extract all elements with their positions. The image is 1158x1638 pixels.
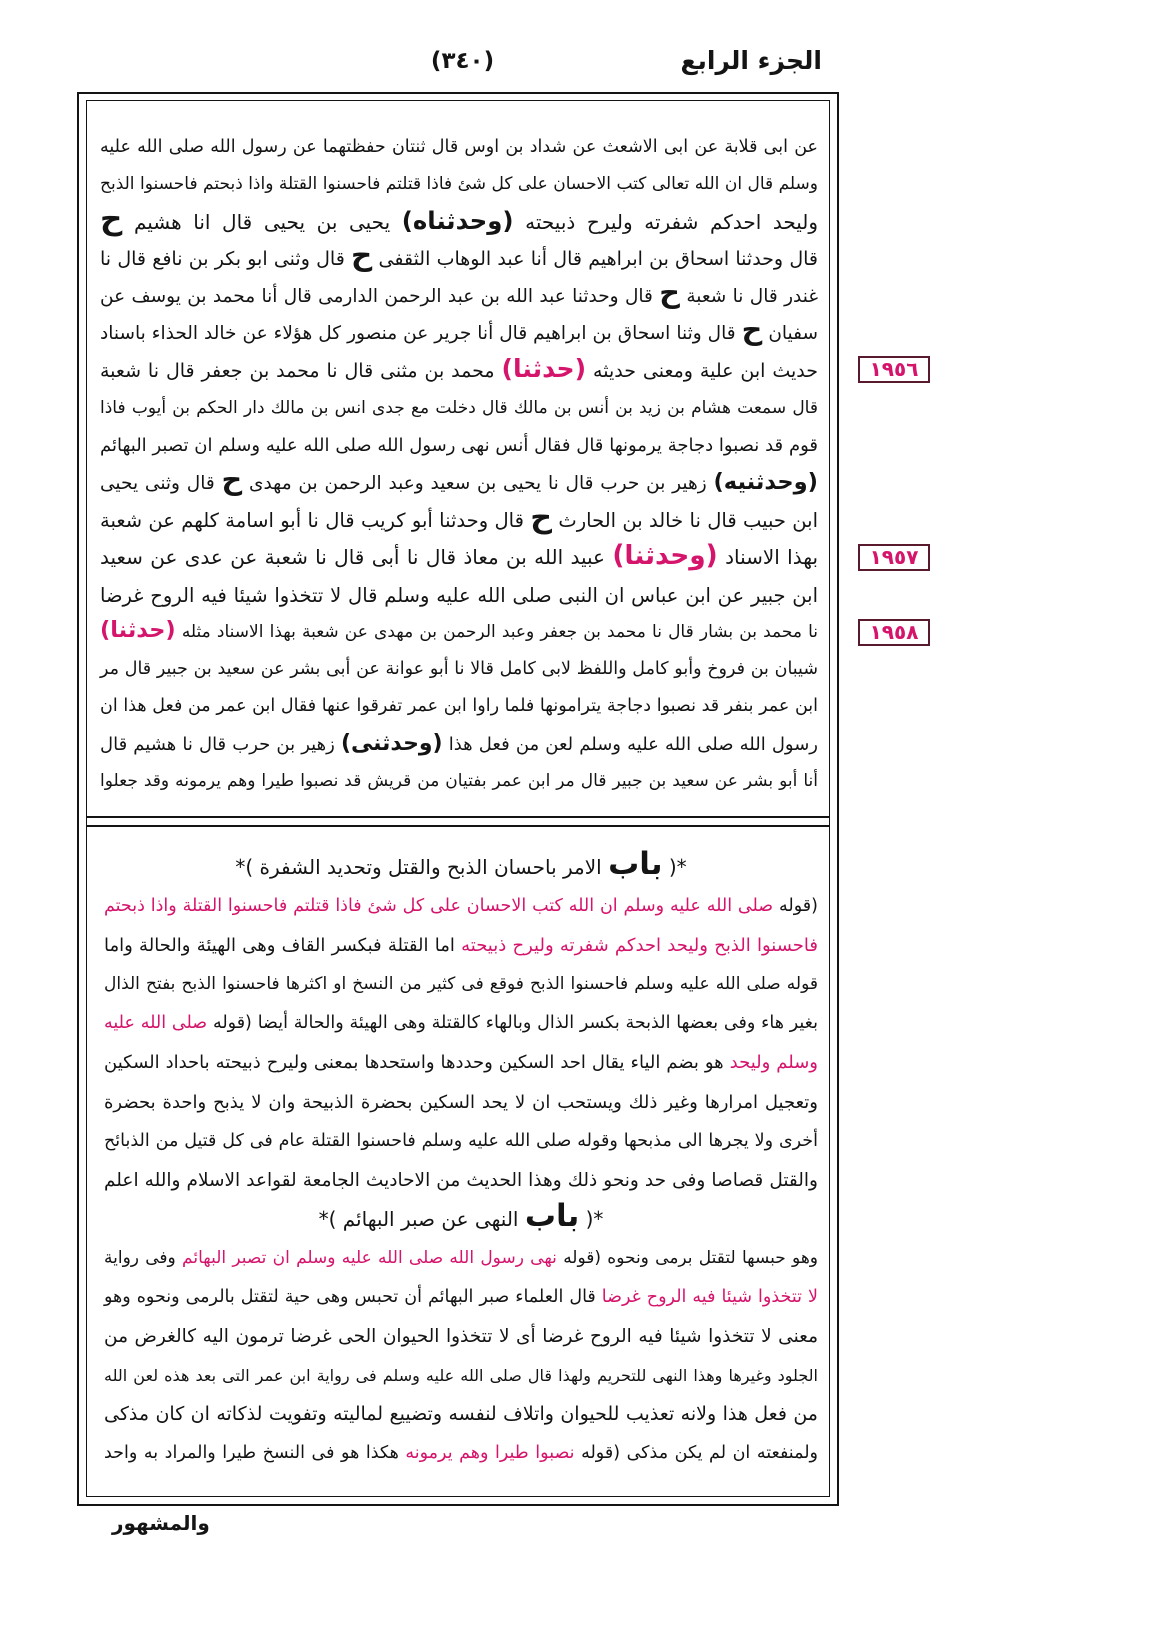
lemma-text: لا تتخذوا شيئا فيه الروح غرضا [601, 1287, 818, 1308]
commentary-text: بغير هاء وفى بعضها الذبحة بكسر الذال وبالهاء كالقتلة وهى الهيئة والحالة أيضا (قوله [212, 1013, 818, 1034]
lemma-text: صلى الله عليه وسلم ان الله كتب الاحسان على كل شئ فاذا قتلتم فاحسنوا القتلة واذا ذبحتم [104, 896, 774, 917]
matn-line [100, 129, 818, 166]
isnad-marker: (وحدثنا) [612, 540, 718, 572]
matn-line [100, 577, 818, 614]
tahwil-marker: ح [659, 275, 680, 310]
tahwil-marker: ح [530, 499, 553, 535]
hadith-number-box: ١٩٥٨ [858, 619, 930, 646]
matn-text: قوم قد نصبوا دجاجة يرمونها قال فقال أنس نهى رسول الله صلى الله عليه وسلم ان تصبر البهائم [100, 435, 818, 457]
commentary-text: والقتل قصاصا وفى حد ونحو ذلك وهذا الحديث من الاحاديث الجامعة لقواعد الاسلام والله اعلم [104, 1169, 818, 1191]
commentary-line [104, 1239, 818, 1278]
commentary-text: هكذا هو فى النسخ طيرا والمراد به واحد [104, 1443, 399, 1464]
matn-text: شيبان بن فروخ وأبو كامل واللفظ لابى كامل قالا نا أبو عوانة عن أبى بشر عن سعيد بن جبير قال مر [100, 659, 818, 680]
commentary-text: من فعل هذا ولانه تعذيب للحيوان واتلاف لنفسه وتضييع لماليته وتفويت لذكاته ان كان مذكى [104, 1403, 818, 1426]
matn-line [100, 353, 818, 390]
matn-line [100, 427, 818, 464]
commentary-text: أخرى ولا يجرها الى مذبحها وقوله صلى الله عليه وسلم فاحسنوا القتلة عام فى كل قتيل من الذبائح [104, 1130, 818, 1151]
isnad-marker: (وحدثنيه) [713, 468, 818, 495]
commentary-text: هو بضم الياء يقال احد السكين وحددها واستحدها بمعنى وليرح ذبيحته باحداد السكين [104, 1052, 724, 1074]
commentary-text: اما القتلة فبكسر القاف وهى الهيئة والحالة واما [104, 935, 455, 957]
matn-line [100, 763, 818, 800]
matn-text: قال سمعت هشام بن زيد بن أنس بن مالك قال دخلت مع جدى انس بن مالك دار الحكم بن أيوب فاذا [100, 398, 818, 419]
chapter-heading [104, 848, 818, 887]
matn-line [100, 200, 819, 241]
matn-line [100, 312, 818, 352]
commentary-line [104, 1083, 818, 1122]
matn-text: قال وثنى ابو بكر بن نافع قال نا [100, 247, 345, 270]
matn-section [100, 129, 818, 800]
commentary-line [104, 1395, 818, 1434]
lemma-text: فاحسنوا الذبح وليحد احدكم شفرته وليرح ذبيحته [461, 935, 819, 957]
matn-text: حديث ابن علية ومعنى حديثه [593, 359, 818, 382]
matn-text: وليحد احدكم شفرته وليرح ذبيحته [525, 209, 819, 234]
matn-text: رسول الله صلى الله عليه وسلم لعن من فعل هذا [448, 733, 818, 755]
commentary-text: وفى رواية [104, 1247, 176, 1268]
commentary-text: وهو حبسها لتقتل برمى ونحوه (قوله [563, 1247, 819, 1268]
matn-line [100, 390, 818, 427]
bab-word: باب [524, 1197, 580, 1234]
commentary-line [104, 1317, 818, 1356]
matn-text: زهير بن حرب قال نا هشيم قال [100, 733, 335, 755]
matn-line [100, 651, 818, 688]
commentary-line [104, 1004, 818, 1043]
isnad-marker: (وحدثناه) [401, 205, 514, 235]
section-divider [86, 816, 830, 827]
matn-line [100, 166, 818, 203]
commentary-section [104, 848, 818, 1474]
chapter-title: الامر باحسان الذبح والقتل وتحديد الشفرة [259, 855, 602, 879]
commentary-line [104, 926, 818, 965]
tahwil-marker: ح [351, 237, 373, 272]
lemma-text: نصبوا طيرا وهم يرمونه [405, 1443, 575, 1464]
matn-line [100, 614, 818, 651]
matn-text: قال وثنا اسحاق بن ابراهيم قال أنا جرير عن منصور كل هؤلاء عن خالد الحذاء باسناد [100, 323, 736, 345]
matn-text: وسلم قال ان الله تعالى كتب الاحسان على كل شئ فاذا قتلتم فاحسنوا القتلة واذا ذبحتم فاحسنوا الذبح [100, 174, 818, 195]
lemma-text: نهى رسول الله صلى الله عليه وسلم ان تصبر البهائم [182, 1247, 557, 1268]
chapter-title: النهى عن صبر البهائم [342, 1206, 519, 1231]
matn-line [100, 539, 818, 576]
matn-line [100, 461, 818, 502]
isnad-marker: (حدثنا) [501, 353, 587, 383]
commentary-line [104, 1161, 818, 1200]
matn-text: محمد بن مثنى قال نا محمد بن جعفر قال نا شعبة [100, 359, 495, 382]
matn-text: عن ابى قلابة عن ابى الاشعث عن شداد بن اوس قال ثنتان حفظتهما عن رسول الله صلى الله عليه [100, 137, 818, 157]
matn-text: قال وحدثنا أبو كريب قال نا أبو اسامة كلهم عن شعبة [100, 508, 524, 532]
commentary-text: معنى لا تتخذوا شيئا فيه الروح غرضا أى لا تتخذوا الحيوان الحى غرضا ترمون اليه كالغرض من [104, 1326, 818, 1348]
part-title: الجزء الرابع [680, 46, 822, 75]
commentary-text: قوله صلى الله عليه وسلم فاحسنوا الذبح فوقع فى كثير من النسخ او اكثرها فاحسنوا الذبح بفتح الذال [104, 974, 818, 995]
commentary-line [104, 1356, 818, 1395]
matn-text: زهير بن حرب قال نا يحيى بن سعيد وعبد الرحمن بن مهدى [248, 472, 707, 494]
lemma-text: وسلم وليحد [729, 1052, 818, 1074]
bab-word: باب [608, 846, 663, 882]
tahwil-marker: ح [741, 312, 763, 347]
page-number: (٣٤٠) [430, 48, 495, 74]
matn-line [100, 237, 819, 278]
matn-line [100, 499, 818, 539]
lemma-text: صلى الله عليه [104, 1013, 208, 1034]
matn-line [100, 688, 818, 725]
commentary-text: (قوله [779, 896, 818, 917]
matn-text: أنا أبو بشر عن سعيد بن جبير قال مر ابن عمر بفتيان من قريش قد نصبوا طيرا وهم يرمونه وقد جعلوا [100, 771, 818, 792]
tahwil-marker: ح [221, 461, 243, 496]
isnad-marker: (حدثنا) [100, 616, 176, 643]
matn-text: ابن عمر بنفر قد نصبوا دجاجة يترامونها فلما راوا ابن عمر تفرقوا عنها فقال ابن عمر من فعل هذا ان [100, 696, 818, 717]
heading-close-mark: )* [318, 1206, 337, 1231]
chapter-heading [104, 1197, 818, 1239]
hadith-number-box: ١٩٥٦ [858, 356, 930, 383]
commentary-line [104, 1278, 818, 1317]
commentary-line [104, 1043, 818, 1082]
matn-line [100, 275, 819, 315]
matn-text: نا محمد بن بشار قال نا محمد بن جعفر وعبد الرحمن بن مهدى عن شعبة بهذا الاسناد مثله [181, 621, 819, 642]
heading-open-mark: *( [585, 1206, 604, 1231]
matn-text: بهذا الاسناد [725, 545, 819, 570]
commentary-text: قال العلماء صبر البهائم أن تحبس وهى حية لتقتل بالرمى ونحوه وهو [104, 1287, 596, 1308]
matn-text: قال وحدثنا عبد الله بن عبد الرحمن الدارمى قال أنا محمد بن يوسف عن [100, 286, 653, 308]
matn-text: عبيد الله بن معاذ قال نا أبى قال نا شعبة عن عدى عن سعيد [100, 545, 605, 570]
matn-text: ابن جبير عن ابن عباس ان النبى صلى الله عليه وسلم قال لا تتخذوا شيئا فيه الروح غرضا [100, 583, 818, 607]
commentary-line [104, 887, 818, 926]
commentary-text: الجلود وغيرها وهذا النهى للتحريم ولهذا قال صلى الله عليه وسلم فى رواية ابن عمر التى بعد هذه لعن الله [104, 1366, 818, 1386]
matn-text: قال وحدثنا اسحاق بن ابراهيم قال أنا عبد الوهاب الثقفى [378, 247, 819, 270]
commentary-line [104, 1122, 818, 1161]
isnad-marker: (وحدثنى) [340, 730, 443, 756]
commentary-text: ولمنفعته ان لم يكن مذكى (قوله [581, 1443, 818, 1464]
heading-close-mark: )* [235, 855, 254, 879]
matn-line [100, 726, 818, 763]
matn-text: ابن حبيب قال نا خالد بن الحارث [558, 508, 818, 532]
catchword: والمشهور [112, 1511, 210, 1535]
matn-text: سفيان [768, 323, 818, 345]
hadith-number-box: ١٩٥٧ [858, 544, 930, 571]
matn-text: غندر قال نا شعبة [686, 286, 819, 308]
commentary-line [104, 1434, 818, 1473]
heading-open-mark: *( [668, 855, 687, 879]
commentary-text: وتعجيل امرارها وغير ذلك ويستحب ان لا يحد السكين بحضرة الذبيحة وان لا يذبح واحدة بحضرة [104, 1091, 818, 1113]
matn-text: قال وثنى يحيى [100, 472, 215, 494]
matn-text: يحيى بن يحيى قال انا هشيم [133, 209, 391, 234]
commentary-line [104, 965, 818, 1004]
tahwil-marker: ح [100, 200, 123, 237]
